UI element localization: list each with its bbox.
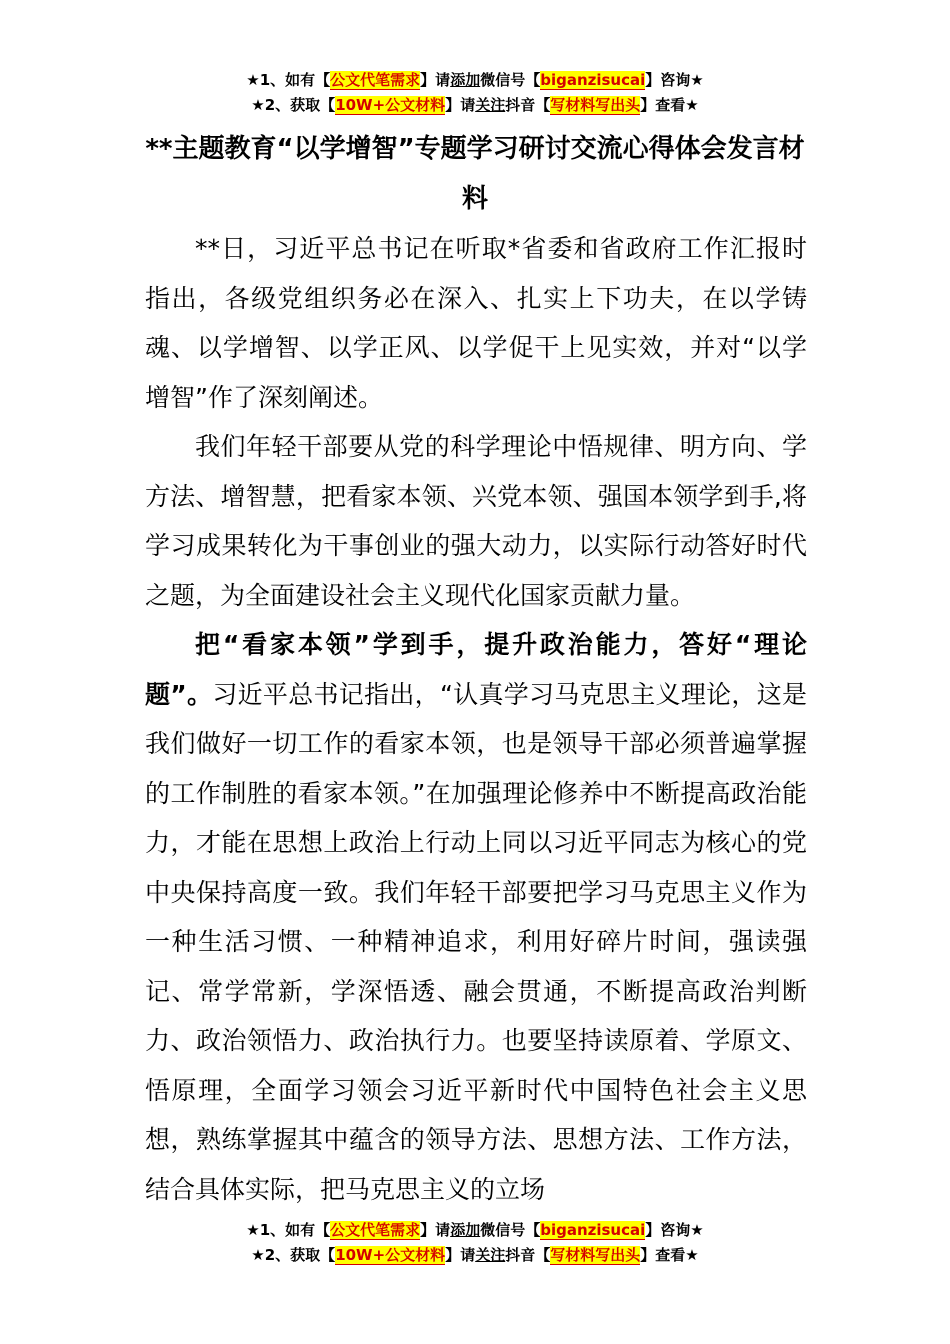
banner-highlight: 写材料写出头 — [550, 96, 641, 114]
banner-text: 】查看★ — [640, 1246, 699, 1264]
paragraph-text: 我们年轻干部要从党的科学理论中悟规律、明方向、学方法、增智慧，把看家本领、兴党本领、强国本领学到手,将学习成果转化为干事创业的强大动力，以实际行动答好时代之题，为全面建设社会主义现代化国家贡献力量。 — [145, 432, 807, 610]
banner-text: 】请 — [420, 71, 451, 89]
banner-text: 微信号【 — [480, 71, 541, 89]
banner-text: 】请 — [445, 1246, 476, 1264]
header-banner — [0, 68, 950, 118]
banner-text: ★2、获取【 — [251, 96, 336, 114]
banner-highlight: biganzisucai — [540, 71, 646, 89]
banner-text: ★1、如有【 — [246, 1221, 331, 1239]
banner-highlight: biganzisucai — [540, 1221, 646, 1239]
banner-highlight: 写材料写出头 — [550, 1246, 641, 1264]
document-title: **主题教育“以学增智”专题学习研讨交流心得体会发言材料 — [145, 134, 805, 214]
banner-highlight: 公文代笔需求 — [330, 1221, 421, 1239]
banner-emphasis: 添加 — [450, 71, 481, 89]
banner-emphasis: 添加 — [450, 1221, 481, 1239]
banner-text: 抖音【 — [505, 1246, 551, 1264]
banner-emphasis: 关注 — [475, 1246, 506, 1264]
document-body — [145, 224, 807, 1214]
banner-line-1 — [0, 1218, 950, 1243]
banner-text: 抖音【 — [505, 96, 551, 114]
banner-line-2 — [0, 1243, 950, 1268]
banner-text: ★1、如有【 — [246, 71, 331, 89]
banner-text: 】请 — [445, 96, 476, 114]
banner-line-1 — [0, 68, 950, 93]
paragraph-lead: 把“看家本领”学到手，提升政治能力，答好“理论题”。 — [145, 630, 807, 709]
banner-text: 】咨询★ — [645, 1221, 704, 1239]
banner-text: 】咨询★ — [645, 71, 704, 89]
body-paragraph — [145, 224, 807, 422]
banner-highlight: 10W+公文材料 — [335, 1246, 446, 1264]
banner-highlight: 10W+公文材料 — [335, 96, 446, 114]
banner-text: 】查看★ — [640, 96, 699, 114]
paragraph-text: **日，习近平总书记在听取*省委和省政府工作汇报时指出，各级党组织务必在深入、扎实上下功夫，在以学铸魂、以学增智、以学正风、以学促干上见实效，并对“以学增智”作了深刻阐述。 — [145, 234, 807, 412]
banner-highlight: 公文代笔需求 — [330, 71, 421, 89]
banner-emphasis: 关注 — [475, 96, 506, 114]
banner-text: ★2、获取【 — [251, 1246, 336, 1264]
body-paragraph — [145, 422, 807, 620]
banner-text: 】请 — [420, 1221, 451, 1239]
paragraph-text: 习近平总书记指出，“认真学习马克思主义理论，这是我们做好一切工作的看家本领，也是领导干部必须普遍掌握的工作制胜的看家本领。”在加强理论修养中不断提高政治能力，才能在思想上政治上行动上同以习近平同志为核心的党中央保持高度一致。我们年轻干部要把学习马克思主义作为一种生活习惯、一种精神追求，利用好碎片时间，强读强记、常学常新，学深悟透、融会贯通，不断提高政治判断力、政治领悟力、政治执行力。也要坚持读原着、学原文、悟原理，全面学习领会习近平新时代中国特色社会主义思想，熟练掌握其中蕴含的领导方法、思想方法、工作方法，结合具体实际，把马克思主义的立场 — [145, 679, 807, 1204]
banner-line-2 — [0, 93, 950, 118]
body-paragraph — [145, 620, 807, 1214]
footer-banner — [0, 1218, 950, 1268]
banner-text: 微信号【 — [480, 1221, 541, 1239]
